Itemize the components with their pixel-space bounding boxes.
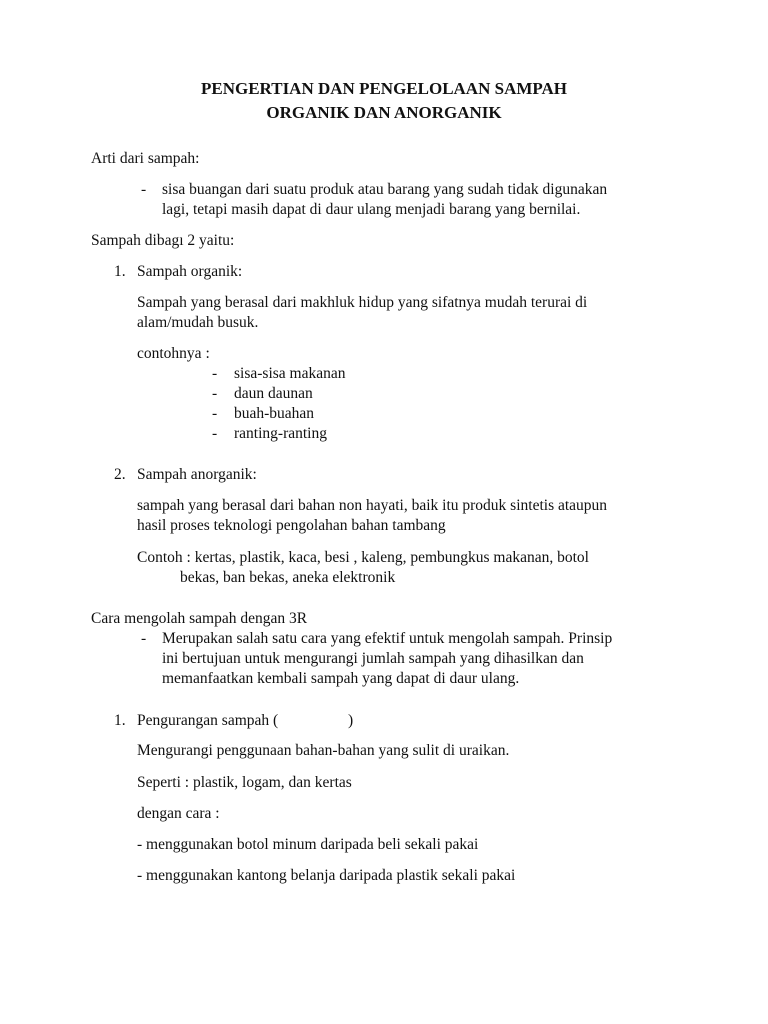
organik-example-bullet: - — [212, 405, 218, 422]
pengurangan-number: 1. — [114, 712, 126, 729]
organik-example: buah-buahan — [234, 405, 315, 422]
organik-number: 1. — [114, 263, 126, 280]
doc-title-line-1: PENGERTIAN DAN PENGELOLAAN SAMPAH — [200, 79, 568, 98]
cara-heading: Cara mengolah sampah dengan 3R — [91, 610, 308, 627]
anorganik-contoh-line-1: Contoh : kertas, plastik, kaca, besi , kaleng, pembungkus makanan, botol — [137, 549, 589, 566]
organik-desc-line-2: alam/mudah busuk. — [137, 314, 259, 331]
anorganik-desc-line-1: sampah yang berasal dari bahan non hayati, baik itu produk sintetis ataupun — [137, 497, 608, 514]
cara-bullet: - — [141, 630, 147, 647]
pengurangan-heading-close: ) — [348, 712, 354, 729]
pengurangan-cara-item: - menggunakan kantong belanja daripada plastik sekali pakai — [137, 867, 516, 884]
pengurangan-heading: Pengurangan sampah ( — [137, 712, 279, 729]
anorganik-number: 2. — [114, 466, 126, 483]
anorganik-contoh-line-2: bekas, ban bekas, aneka elektronik — [180, 569, 396, 586]
organik-example: sisa-sisa makanan — [234, 365, 346, 382]
cara-line-1: Merupakan salah satu cara yang efektif untuk mengolah sampah. Prinsip — [162, 630, 613, 647]
organik-contoh-label: contohnya : — [137, 345, 210, 362]
arti-heading: Arti dari sampah: — [91, 150, 200, 167]
cara-line-2: ini bertujuan untuk mengurangi jumlah sampah yang dihasilkan dan — [162, 650, 584, 667]
organik-example-bullet: - — [212, 425, 218, 442]
pengurangan-dengan-cara: dengan cara : — [137, 805, 220, 822]
organik-example-bullet: - — [212, 385, 218, 402]
arti-line-2: lagi, tetapi masih dapat di daur ulang menjadi barang yang bernilai. — [162, 201, 581, 218]
arti-line-1: sisa buangan dari suatu produk atau barang yang sudah tidak digunakan — [162, 181, 608, 198]
arti-bullet: - — [141, 181, 147, 198]
organik-heading: Sampah organik: — [137, 263, 243, 280]
pengurangan-seperti: Seperti : plastik, logam, dan kertas — [137, 774, 352, 791]
cara-line-3: memanfaatkan kembali sampah yang dapat di daur ulang. — [162, 670, 520, 687]
anorganik-heading: Sampah anorganik: — [137, 466, 257, 483]
organik-desc-line-1: Sampah yang berasal dari makhluk hidup yang sifatnya mudah terurai di — [137, 294, 588, 311]
organik-example: daun daunan — [234, 385, 313, 402]
sampah-dibagi-text: Sampah dibagı 2 yaitu: — [91, 232, 235, 249]
pengurangan-cara-item: - menggunakan botol minum daripada beli sekali pakai — [137, 836, 479, 853]
pengurangan-desc: Mengurangi penggunaan bahan-bahan yang sulit di uraikan. — [137, 742, 510, 759]
doc-title-line-2: ORGANIK DAN ANORGANIK — [266, 103, 502, 122]
organik-example: ranting-ranting — [234, 425, 327, 442]
organik-example-bullet: - — [212, 365, 218, 382]
anorganik-desc-line-2: hasil proses teknologi pengolahan bahan tambang — [137, 517, 446, 534]
